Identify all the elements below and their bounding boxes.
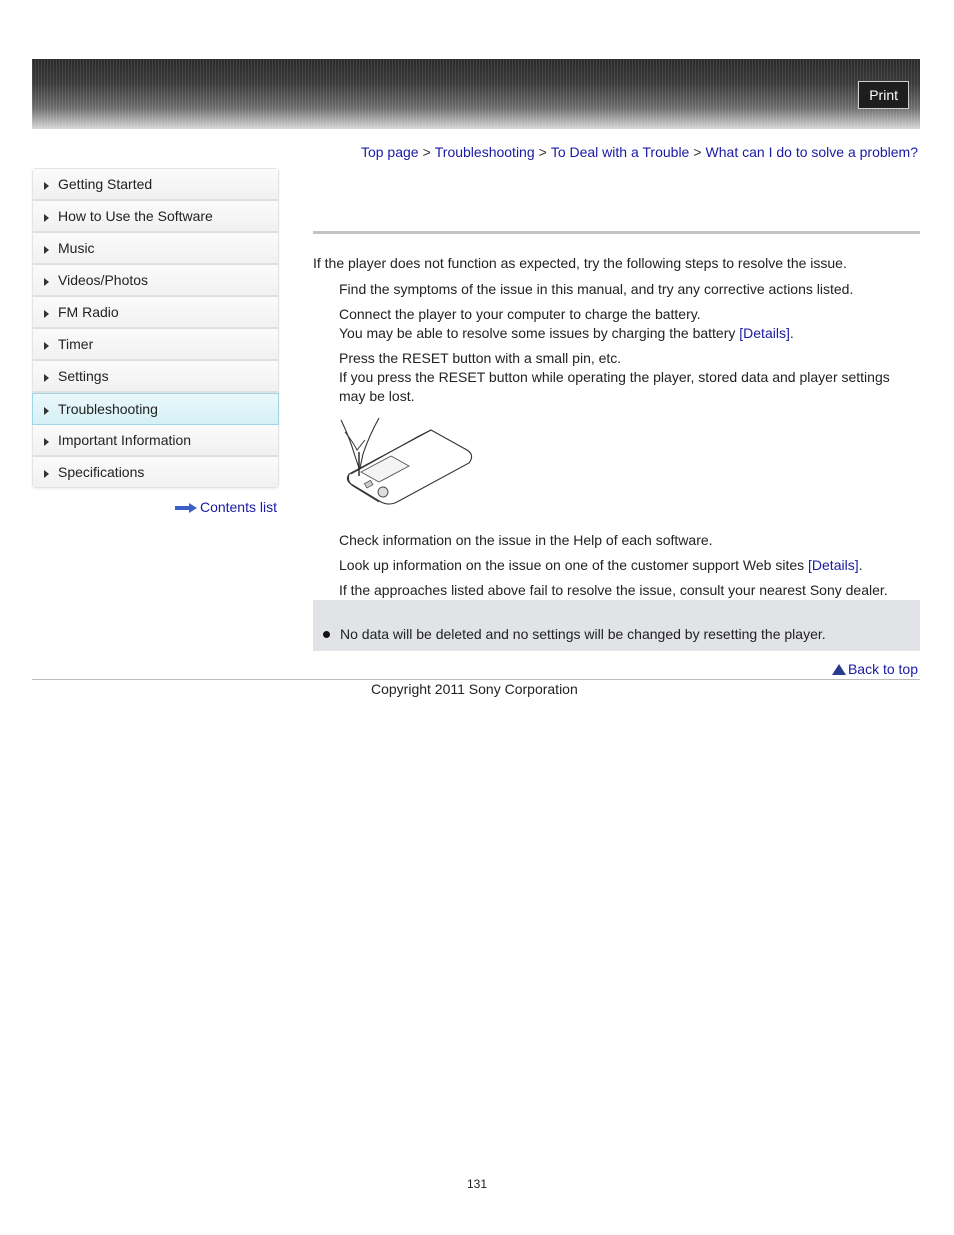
sidebar-item-label: Settings: [58, 368, 109, 384]
breadcrumb-separator: >: [538, 144, 547, 160]
step-item: [339, 349, 909, 525]
breadcrumb-to-deal-with-a-trouble[interactable]: To Deal with a Trouble: [550, 144, 690, 160]
step-item: [339, 305, 909, 343]
sidebar-item-specifications[interactable]: [33, 457, 278, 487]
contents-list-label: Contents list: [199, 499, 277, 515]
sidebar-item-label: FM Radio: [58, 304, 119, 320]
step-text-suffix: .: [789, 325, 794, 341]
page-number: 131: [466, 1177, 488, 1191]
sidebar-item-fm-radio[interactable]: [33, 297, 278, 329]
sidebar-item-label: Troubleshooting: [58, 401, 158, 417]
triangle-right-icon: [44, 278, 49, 286]
step-item: [339, 531, 909, 550]
sidebar-item-label: Getting Started: [58, 176, 153, 192]
back-to-top-link[interactable]: [832, 661, 918, 677]
breadcrumb: [361, 144, 918, 160]
note-text: No data will be deleted and no settings will be changed by resetting the player.: [340, 626, 826, 642]
contents-list-link[interactable]: [175, 499, 277, 515]
sidebar-item-getting-started[interactable]: [33, 169, 278, 201]
sidebar-nav: [32, 168, 279, 488]
bullet-icon: [323, 631, 330, 638]
sidebar-item-timer[interactable]: [33, 329, 278, 361]
footer-divider: [32, 679, 920, 680]
breadcrumb-top-page[interactable]: Top page: [360, 144, 419, 160]
intro-text: If the player does not function as expected, try the following steps to resolve the issue.: [313, 255, 847, 271]
sidebar-item-label: Important Information: [58, 432, 192, 448]
step-text: You may be able to resolve some issues by charging the battery: [339, 325, 736, 341]
sidebar-item-label: Music: [58, 240, 95, 256]
triangle-up-icon: [832, 664, 846, 675]
triangle-right-icon: [44, 470, 49, 478]
steps-list: [339, 280, 909, 606]
sidebar-item-label: How to Use the Software: [58, 208, 213, 224]
sidebar-item-settings[interactable]: [33, 361, 278, 393]
sidebar-item-label: Timer: [58, 336, 94, 352]
title-divider: [313, 231, 920, 234]
details-link[interactable]: [Details]: [739, 325, 790, 341]
breadcrumb-troubleshooting[interactable]: Troubleshooting: [434, 144, 535, 160]
step-text-suffix: .: [858, 557, 863, 573]
triangle-right-icon: [44, 310, 49, 318]
breadcrumb-current-page[interactable]: What can I do to solve a problem?: [705, 144, 918, 160]
print-button[interactable]: Print: [858, 81, 909, 109]
step-text: Check information on the issue in the Help of each software.: [339, 532, 713, 548]
step-text: If the approaches listed above fail to resolve the issue, consult your nearest Sony dealer.: [339, 582, 888, 598]
note-box: [313, 600, 920, 651]
note-item: [323, 626, 826, 642]
step-item: [339, 581, 909, 600]
arrow-right-icon: [175, 503, 197, 513]
step-text: Press the RESET button with a small pin, etc.: [339, 350, 622, 366]
sidebar-item-how-to-use-the-software[interactable]: [33, 201, 278, 233]
step-text: Find the symptoms of the issue in this manual, and try any corrective actions listed.: [339, 281, 854, 297]
header-banner: [32, 59, 920, 129]
sidebar-item-music[interactable]: [33, 233, 278, 265]
copyright-text: Copyright 2011 Sony Corporation: [371, 681, 578, 697]
step-text: Connect the player to your computer to charge the battery.: [339, 306, 701, 322]
triangle-right-icon: [44, 214, 49, 222]
triangle-right-icon: [44, 438, 49, 446]
step-text: If you press the RESET button while operating the player, stored data and player settings may be lost.: [339, 369, 890, 404]
back-to-top-label: Back to top: [847, 661, 918, 677]
triangle-right-icon: [44, 182, 49, 190]
sidebar-item-label: Specifications: [58, 464, 145, 480]
triangle-right-icon: [44, 374, 49, 382]
step-item: [339, 280, 909, 299]
reset-button-illustration: [339, 416, 479, 506]
step-text: Look up information on the issue on one of the customer support Web sites: [339, 557, 805, 573]
sidebar-item-important-information[interactable]: [33, 425, 278, 457]
triangle-right-icon: [44, 246, 49, 254]
triangle-right-icon: [44, 407, 49, 415]
step-item: [339, 556, 909, 575]
sidebar-item-troubleshooting[interactable]: [32, 393, 279, 425]
details-link[interactable]: [Details]: [808, 557, 859, 573]
breadcrumb-separator: >: [693, 144, 702, 160]
sidebar-item-videos-photos[interactable]: [33, 265, 278, 297]
breadcrumb-separator: >: [422, 144, 431, 160]
triangle-right-icon: [44, 342, 49, 350]
sidebar-item-label: Videos/Photos: [58, 272, 149, 288]
